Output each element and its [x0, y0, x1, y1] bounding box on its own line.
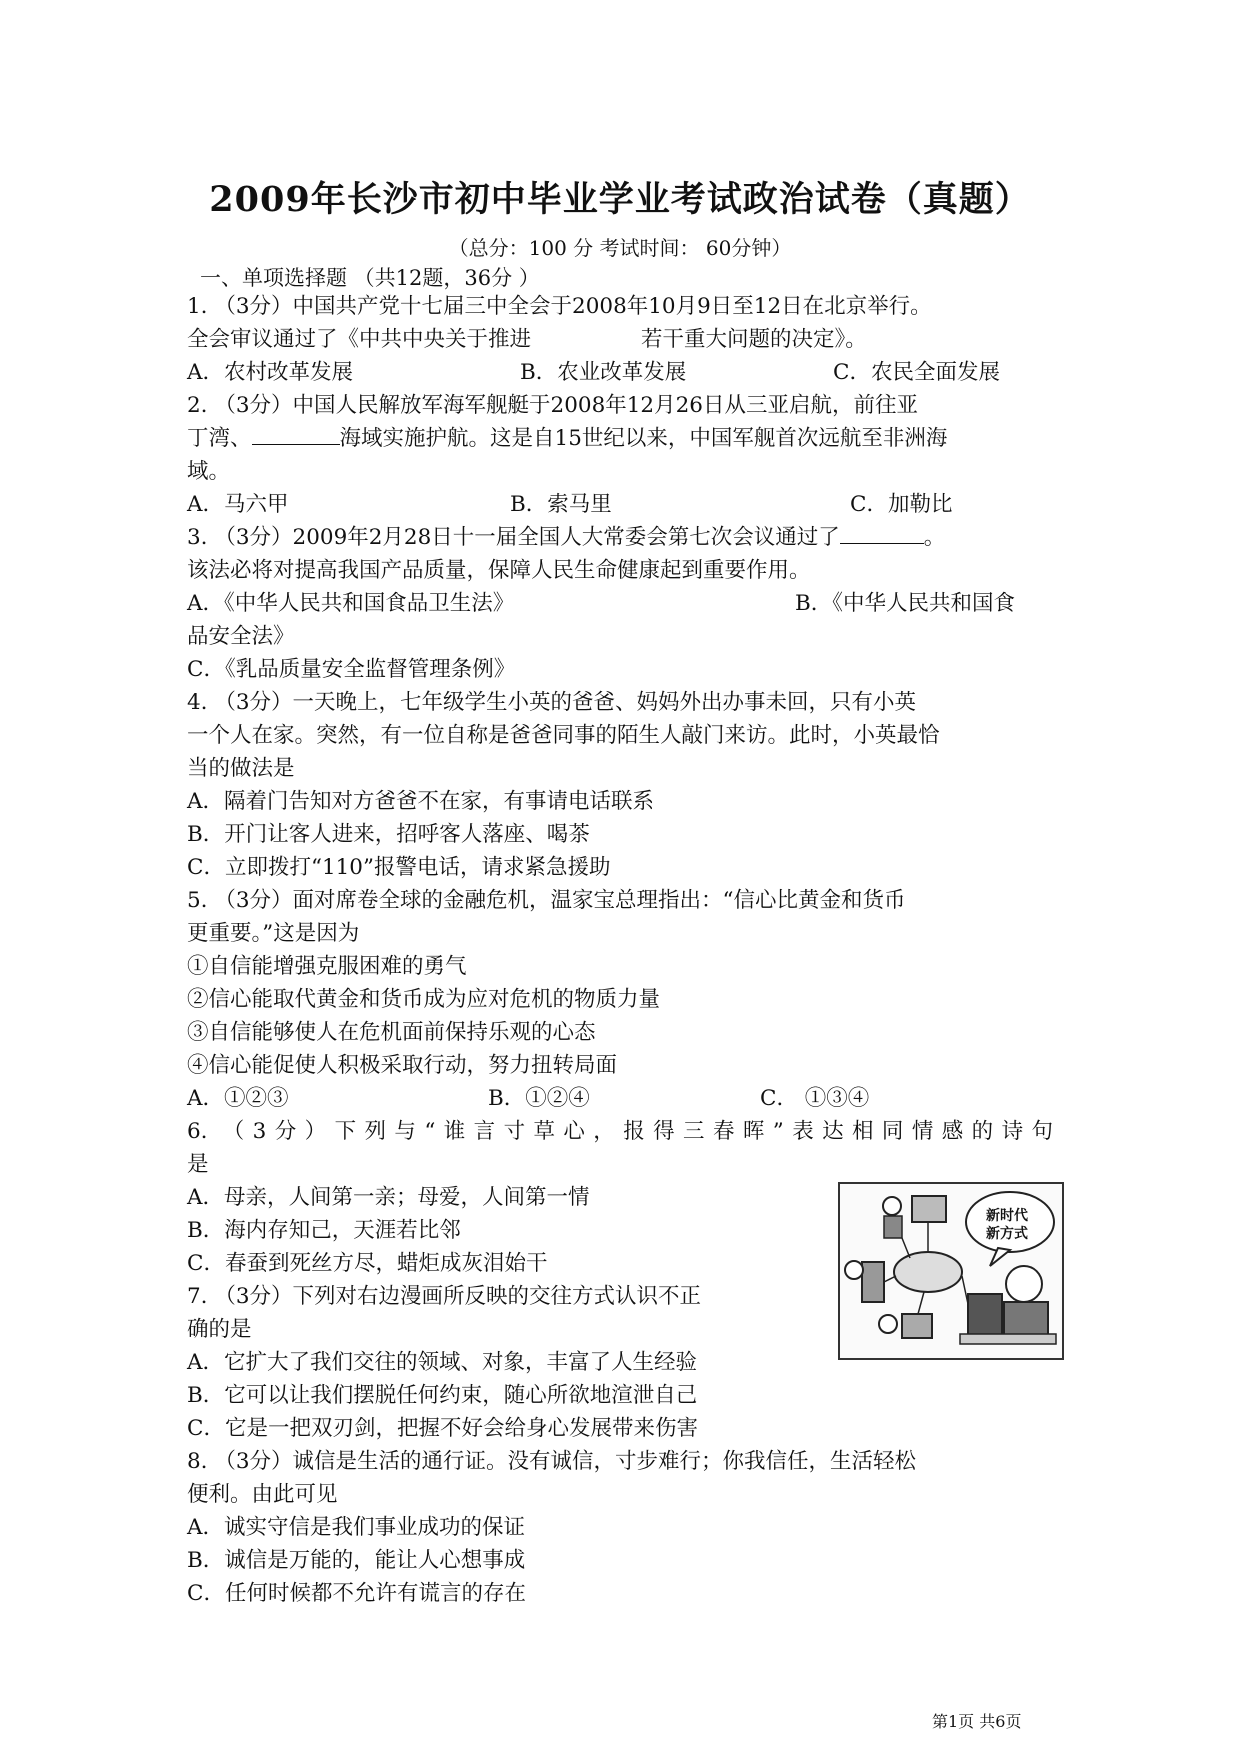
q1-blank — [531, 326, 641, 346]
q2-stem-line-2 — [187, 422, 1057, 455]
q3-option-b-cont: 品安全法》 — [187, 624, 295, 649]
q2-stem-post: 海域实施护航。这是自15世纪以来，中国军舰首次远航至非洲海 — [339, 426, 948, 451]
exam-info: （总分：100 分 考试时间： 60分钟） — [448, 236, 792, 260]
q5-option-b: B．①②④ — [488, 1086, 590, 1111]
q4-option-b: B．开门让客人进来，招呼客人落座、喝茶 — [187, 822, 590, 847]
q6-option-c: C．春蚕到死丝方尽，蜡炬成灰泪始干 — [187, 1251, 548, 1276]
q8-option-b: B．诚信是万能的，能让人心想事成 — [187, 1548, 526, 1573]
q3-blank — [840, 523, 924, 544]
q4-option-c: C．立即拨打“110”报警电话，请求紧急援助 — [187, 855, 611, 880]
q6-stem-line-1: 6. （3分）下列与“谁言寸草心，报得三春晖”表达相同情感的诗句 — [187, 1119, 1053, 1144]
q5-item-3: ③自信能够使人在危机面前保持乐观的心态 — [187, 1020, 596, 1045]
q1-stem-line-2 — [187, 323, 1057, 356]
q3-stem-line-1 — [187, 521, 1057, 554]
q5-stem-line-2: 更重要。”这是因为 — [187, 921, 360, 946]
q3-stem-post: 。 — [923, 525, 946, 550]
q5-stem-line-1: 5. （3分）面对席卷全球的金融危机，温家宝总理指出：“信心比黄金和货币 — [187, 888, 906, 913]
q2-blank — [252, 424, 340, 445]
q1-stem-pre: 全会审议通过了《中共中央关于推进 — [187, 327, 532, 352]
svg-text:新方式: 新方式 — [986, 1226, 1028, 1242]
q2-option-a: A．马六甲 — [187, 492, 289, 517]
q5-option-a: A．①②③ — [187, 1086, 289, 1111]
q8-option-c: C．任何时候都不允许有谎言的存在 — [187, 1581, 526, 1606]
q3-option-b: B．《中华人民共和国食 — [795, 591, 1016, 616]
q3-option-c: C．《乳品质量安全监督管理条例》 — [187, 657, 516, 682]
page-footer: 第1页 共6页 — [932, 1712, 1022, 1731]
q2-option-b: B．索马里 — [510, 492, 612, 517]
q5-item-4: ④信心能促使人积极采取行动，努力扭转局面 — [187, 1053, 618, 1078]
q2-stem-line-3: 域。 — [187, 459, 231, 484]
section-heading: 一、单项选择题 （共12题，36分 ） — [200, 266, 540, 290]
q8-option-a: A．诚实守信是我们事业成功的保证 — [187, 1515, 526, 1540]
q2-options — [187, 488, 1057, 521]
q4-option-a: A．隔着门告知对方爸爸不在家，有事请电话联系 — [187, 789, 655, 814]
q1-option-b: B．农业改革发展 — [520, 360, 687, 385]
q6-stem-line-2: 是 — [187, 1152, 209, 1177]
q1-option-c: C．农民全面发展 — [833, 360, 1000, 385]
page-title: 2009年长沙市初中毕业学业考试政治试卷（真题） — [209, 179, 1031, 220]
q6-option-a: A．母亲，人间第一亲；母爱，人间第一情 — [187, 1185, 590, 1210]
q7-stem-line-1: 7. （3分）下列对右边漫画所反映的交往方式认识不正 — [187, 1284, 702, 1309]
q1-stem-post: 若干重大问题的决定》。 — [641, 327, 867, 352]
q3-stem-pre: 3. （3分）2009年2月28日十一届全国人大常委会第七次会议通过了 — [187, 525, 840, 550]
q8-stem-line-2: 便利。由此可见 — [187, 1482, 338, 1507]
q4-stem-line-2: 一个人在家。突然，有一位自称是爸爸同事的陌生人敲门来访。此时，小英最恰 — [187, 723, 940, 748]
q3-options-ab — [187, 587, 1057, 620]
q7-stem-line-2: 确的是 — [187, 1317, 252, 1342]
q7-cartoon-image — [838, 1182, 1064, 1360]
q7-option-c: C．它是一把双刃剑，把握不好会给身心发展带来伤害 — [187, 1416, 698, 1441]
q5-option-c: C． ①③④ — [760, 1086, 870, 1111]
q5-options — [187, 1082, 1057, 1115]
q4-stem-line-1: 4. （3分）一天晚上，七年级学生小英的爸爸、妈妈外出办事未回，只有小英 — [187, 690, 917, 715]
q7-option-a: A．它扩大了我们交往的领域、对象，丰富了人生经验 — [187, 1350, 698, 1375]
q2-option-c: C．加勒比 — [850, 492, 953, 517]
q1-stem-line-1: 1. （3分）中国共产党十七届三中全会于2008年10月9日至12日在北京举行。 — [187, 294, 932, 319]
q2-stem-pre: 丁湾、 — [187, 426, 252, 451]
svg-text:新时代: 新时代 — [986, 1208, 1028, 1224]
q7-option-b: B．它可以让我们摆脱任何约束，随心所欲地渲泄自己 — [187, 1383, 698, 1408]
q1-option-a: A．农村改革发展 — [187, 360, 354, 385]
q8-stem-line-1: 8. （3分）诚信是生活的通行证。没有诚信，寸步难行；你我信任，生活轻松 — [187, 1449, 917, 1474]
q2-stem-line-1: 2. （3分）中国人民解放军海军舰艇于2008年12月26日从三亚启航，前往亚 — [187, 393, 918, 418]
q5-item-2: ②信心能取代黄金和货币成为应对危机的物质力量 — [187, 987, 661, 1012]
q5-item-1: ①自信能增强克服困难的勇气 — [187, 954, 467, 979]
q3-option-a: A．《中华人民共和国食品卫生法》 — [187, 591, 515, 616]
q6-option-b: B．海内存知己，天涯若比邻 — [187, 1218, 461, 1243]
q3-stem-line-2: 该法必将对提高我国产品质量，保障人民生命健康起到重要作用。 — [187, 558, 811, 583]
question-list — [187, 290, 1057, 1610]
q1-options — [187, 356, 1057, 389]
q4-stem-line-3: 当的做法是 — [187, 756, 295, 781]
